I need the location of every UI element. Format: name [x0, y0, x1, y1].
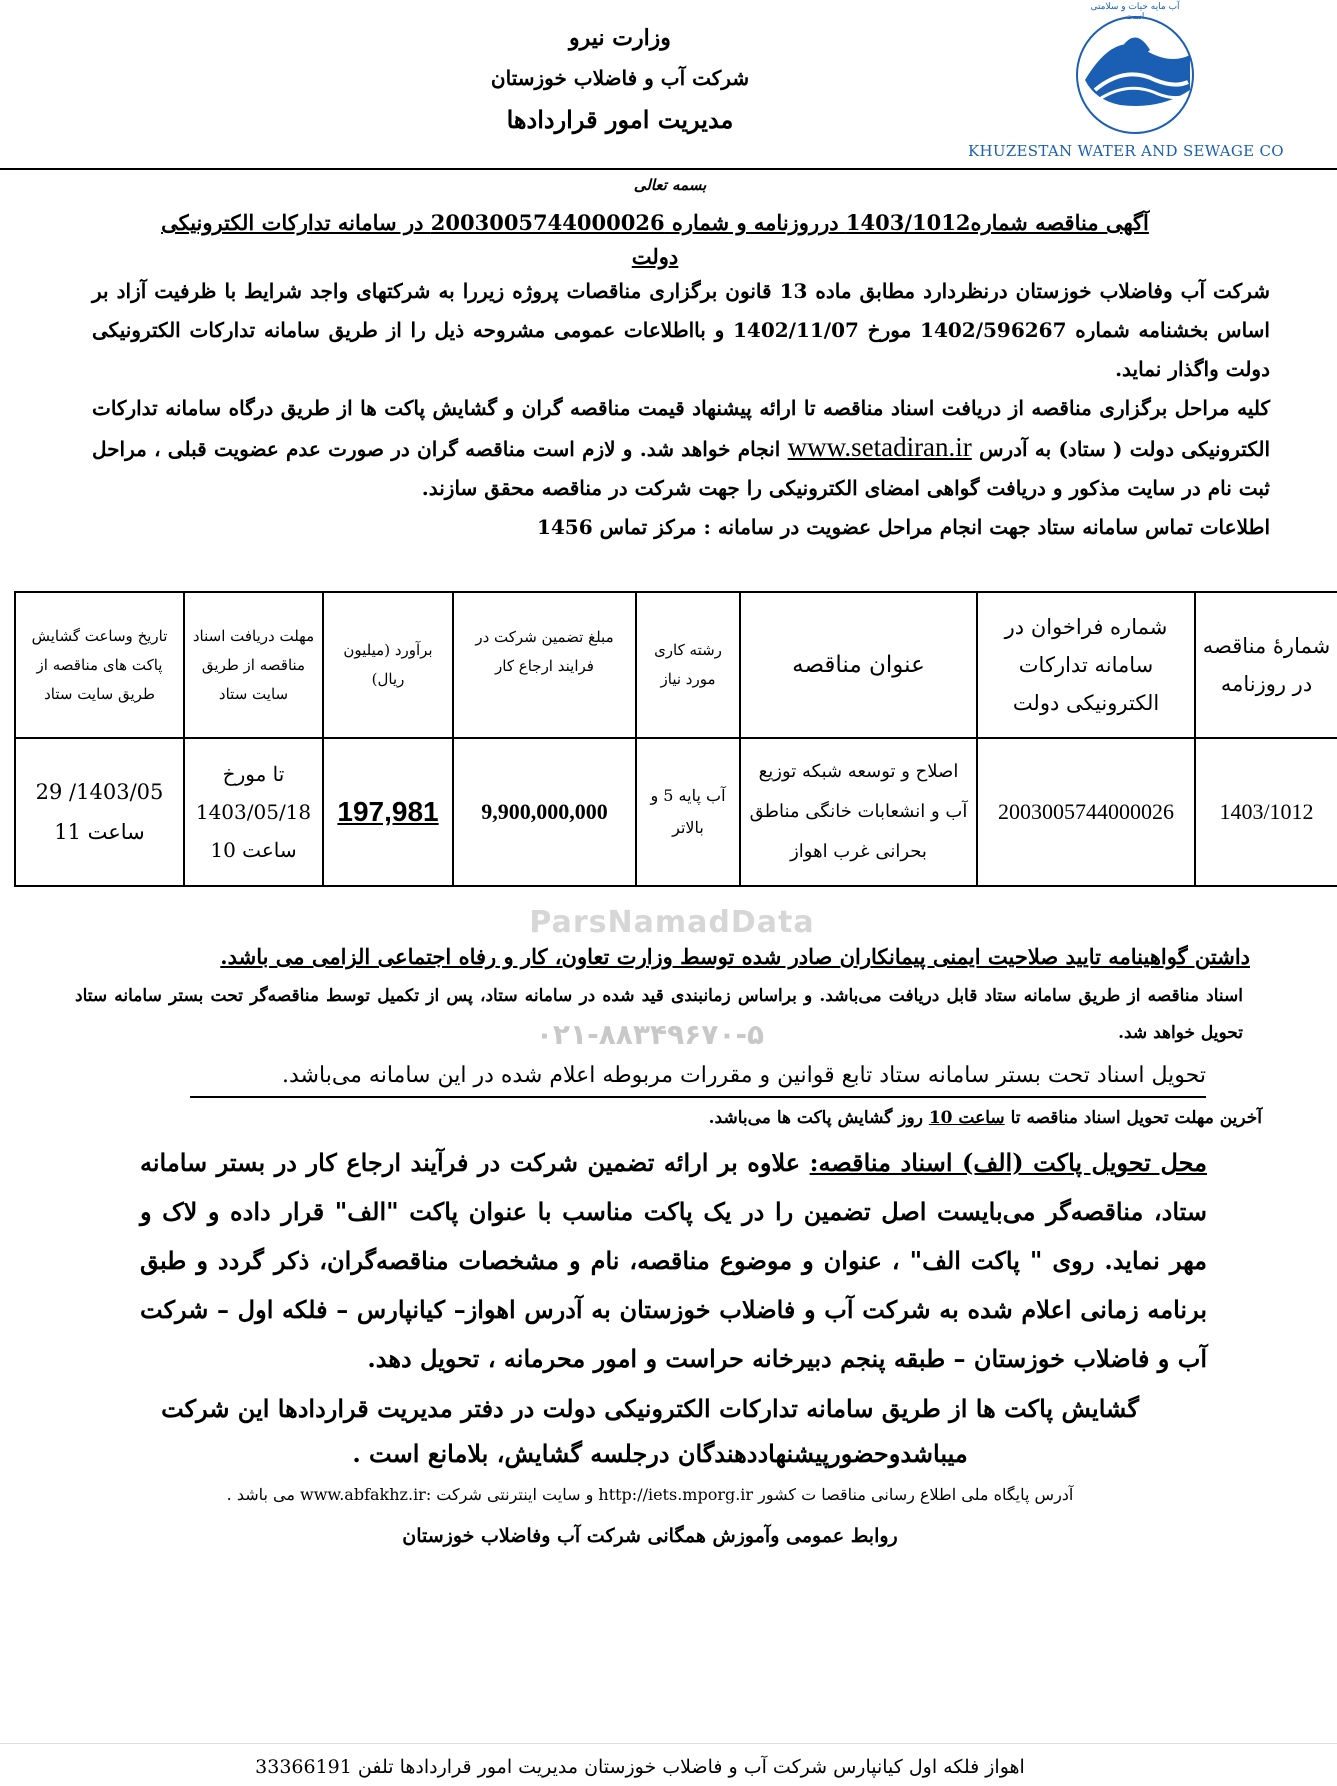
opening-line-1: گشایش پاکت ها از طریق سامانه تدارکات الکترونیکی دولت در دفتر مدیریت قراردادها این شرکت	[161, 1394, 1139, 1423]
company-logo	[1060, 10, 1210, 140]
header-guarantee: مبلغ تضمین شرکت در فرایند ارجاع کار	[453, 592, 636, 738]
packet-delivery-text: علاوه بر ارائه تضمین شرکت در فرآیند ارجاع کار در بستر سامانه ستاد، مناقصه‌گر می‌بایست اصل تضمین را در یک پاکت مناسب با عنوان پاکت "الف" قرار داده و لاک و مهر نماید. روی " پاکت الف" ، عنوان و موضوع مناقصه، نام و مشخصات مناقصه‌گران، ذکر گردد و طبق برنامه زمانی اعلام شده به شرکت آب و فاضلاب خوزستان به آدرس اهواز– کیانپارس – فلکه اول – شرکت آب و فاضلاب خوزستان – طبقه پنجم دبیرخانه حراست و امور محرمانه ، تحویل دهد.	[140, 1148, 1208, 1373]
header-work-field: رشته کاری مورد نیاز	[636, 592, 740, 738]
department-name: مدیریت امور قراردادها	[506, 105, 734, 134]
process-paragraph	[92, 389, 1270, 508]
water-drop-logo-icon	[1060, 10, 1210, 140]
intro-paragraph: شرکت آب وفاضلاب خوزستان درنظردارد مطابق ماده 13 قانون برگزاری مناقصات پروژه زیررا به شرکتهای واجد شرایط با ظرفیت آزاد بر اساس بخشنامه شماره 1402/596267 مورخ 1402/11/07 و بااطلاعات عمومی مشروحه ذیل را از طریق سامانه تدارکات الکترونیکی دولت واگذار نماید.	[92, 279, 1270, 381]
opening-line-2: میباشدوحضورپیشنهاددهندگان درجلسه گشایش، بلامانع است .	[352, 1439, 968, 1468]
header-tender-title: عنوان مناقصه	[740, 592, 977, 738]
cell-guarantee: 9,900,000,000	[453, 738, 636, 886]
process-text-after: انجام خواهد شد. و لازم است مناقصه گران در صورت عدم عضویت قبلی ، مراحل ثبت نام در سایت مذکور و دریافت گواهی امضای الکترونیکی را جهت شرکت در مناقصه محقق سازند.	[92, 437, 1270, 500]
cell-estimate: 197,981	[323, 738, 453, 886]
header-estimate: برآورد (میلیون ریال)	[323, 592, 453, 738]
address-line: آدرس پایگاه ملی اطلاع رسانی مناقصا ت کشور http://iets.mporg.ir و سایت اینترنتی شرکت :www.abfakhz.ir می باشد .	[226, 1485, 1074, 1504]
header-opening-date: تاریخ وساعت گشایش پاکت های مناقصه از طریق سایت ستاد	[15, 592, 184, 738]
contact-info: اطلاعات تماس سامانه ستاد جهت انجام مراحل عضویت در سامانه : مرکز تماس 1456	[536, 515, 1270, 539]
cell-tender-title: اصلاح و توسعه شبکه توزیع آب و انشعابات خانگی مناطق بحرانی غرب اهواز	[740, 738, 977, 886]
cell-tender-number: 1403/1012	[1195, 738, 1337, 886]
logo-ring-text: آب مایه حیات و سلامتی است	[1090, 2, 1180, 22]
documents-info: اسناد مناقصه از طریق سامانه ستاد قابل دریافت می‌باشد. و براساس زمانبندی قید شده در سامانه ستاد، پس از تکمیل توسط مناقصه‌گر تحت بستر سامانه ستاد تحویل خواهد شد.	[75, 986, 1243, 1043]
delivery-rules: تحویل اسناد تحت بستر سامانه ستاد تابع قوانین و مقررات مربوطه اعلام شده در این سامانه می‌باشد.	[190, 1056, 1206, 1098]
ministry-name: وزارت نیرو	[569, 25, 671, 51]
tender-table	[14, 591, 1337, 887]
invocation: بسمه تعالی	[633, 176, 707, 194]
header-tender-number: شمارهٔ مناقصه در روزنامه	[1195, 592, 1337, 738]
deadline-time: ساعت 10	[928, 1108, 1005, 1128]
cell-doc-deadline: تا مورخ 1403/05/18 ساعت 10	[184, 738, 323, 886]
company-name: شرکت آب و فاضلاب خوزستان	[490, 66, 750, 90]
footer-rule	[0, 1743, 1337, 1744]
deadline-text-before: آخرین مهلت تحویل اسناد مناقصه تا	[1010, 1108, 1262, 1128]
cell-opening-date: 1403/05/ 29 ساعت 11	[15, 738, 184, 886]
process-text-before: کلیه مراحل برگزاری مناقصه از دریافت اسناد مناقصه تا ارائه پیشنهاد قیمت مناقصه گران و گشایش پاکت ها از طریق درگاه سامانه تدارکات الکترونیکی دولت ( ستاد) به آدرس	[92, 396, 1271, 461]
deadline-line	[530, 1102, 1262, 1134]
watermark-brand: ParsNamadData	[529, 905, 815, 940]
cell-work-field: آب پایه 5 و بالاتر	[636, 738, 740, 886]
setad-website-link[interactable]: www.setadiran.ir	[787, 432, 972, 462]
packet-delivery-paragraph	[140, 1138, 1207, 1383]
cell-setad-number: 2003005744000026	[977, 738, 1195, 886]
header-setad-number: شماره فراخوان در سامانه تدارکات الکترونیکی دولت	[977, 592, 1195, 738]
tender-title: آگهی مناقصه شماره1403/1012 درروزنامه و شماره 2003005744000026 در سامانه تدارکات الکترونیکی دولت	[161, 210, 1149, 269]
deadline-text-after: روز گشایش پاکت ها می‌باشد.	[708, 1108, 923, 1128]
signature: روابط عمومی وآموزش همگانی شرکت آب وفاضلاب خوزستان	[402, 1525, 898, 1547]
certificate-requirement: داشتن گواهینامه تایید صلاحیت ایمنی پیمانکاران صادر شده توسط وزارت تعاون، کار و رفاه اجتماعی الزامی می باشد.	[220, 944, 1250, 969]
header-doc-deadline: مهلت دریافت اسناد مناقصه از طریق سایت ستاد	[184, 592, 323, 738]
packet-delivery-label: محل تحویل پاکت (الف) اسناد مناقصه:	[809, 1148, 1207, 1177]
watermark-phone: ۰۲۱-۸۸۳۴۹۶۷۰-۵	[535, 1018, 765, 1051]
logo-english-name: KHUZESTAN WATER AND SEWAGE CO	[968, 142, 1284, 160]
footer-address: اهواز فلکه اول کیانپارس شرکت آب و فاضلاب خوزستان مدیریت امور قراردادها تلفن 33366191	[255, 1756, 1025, 1778]
